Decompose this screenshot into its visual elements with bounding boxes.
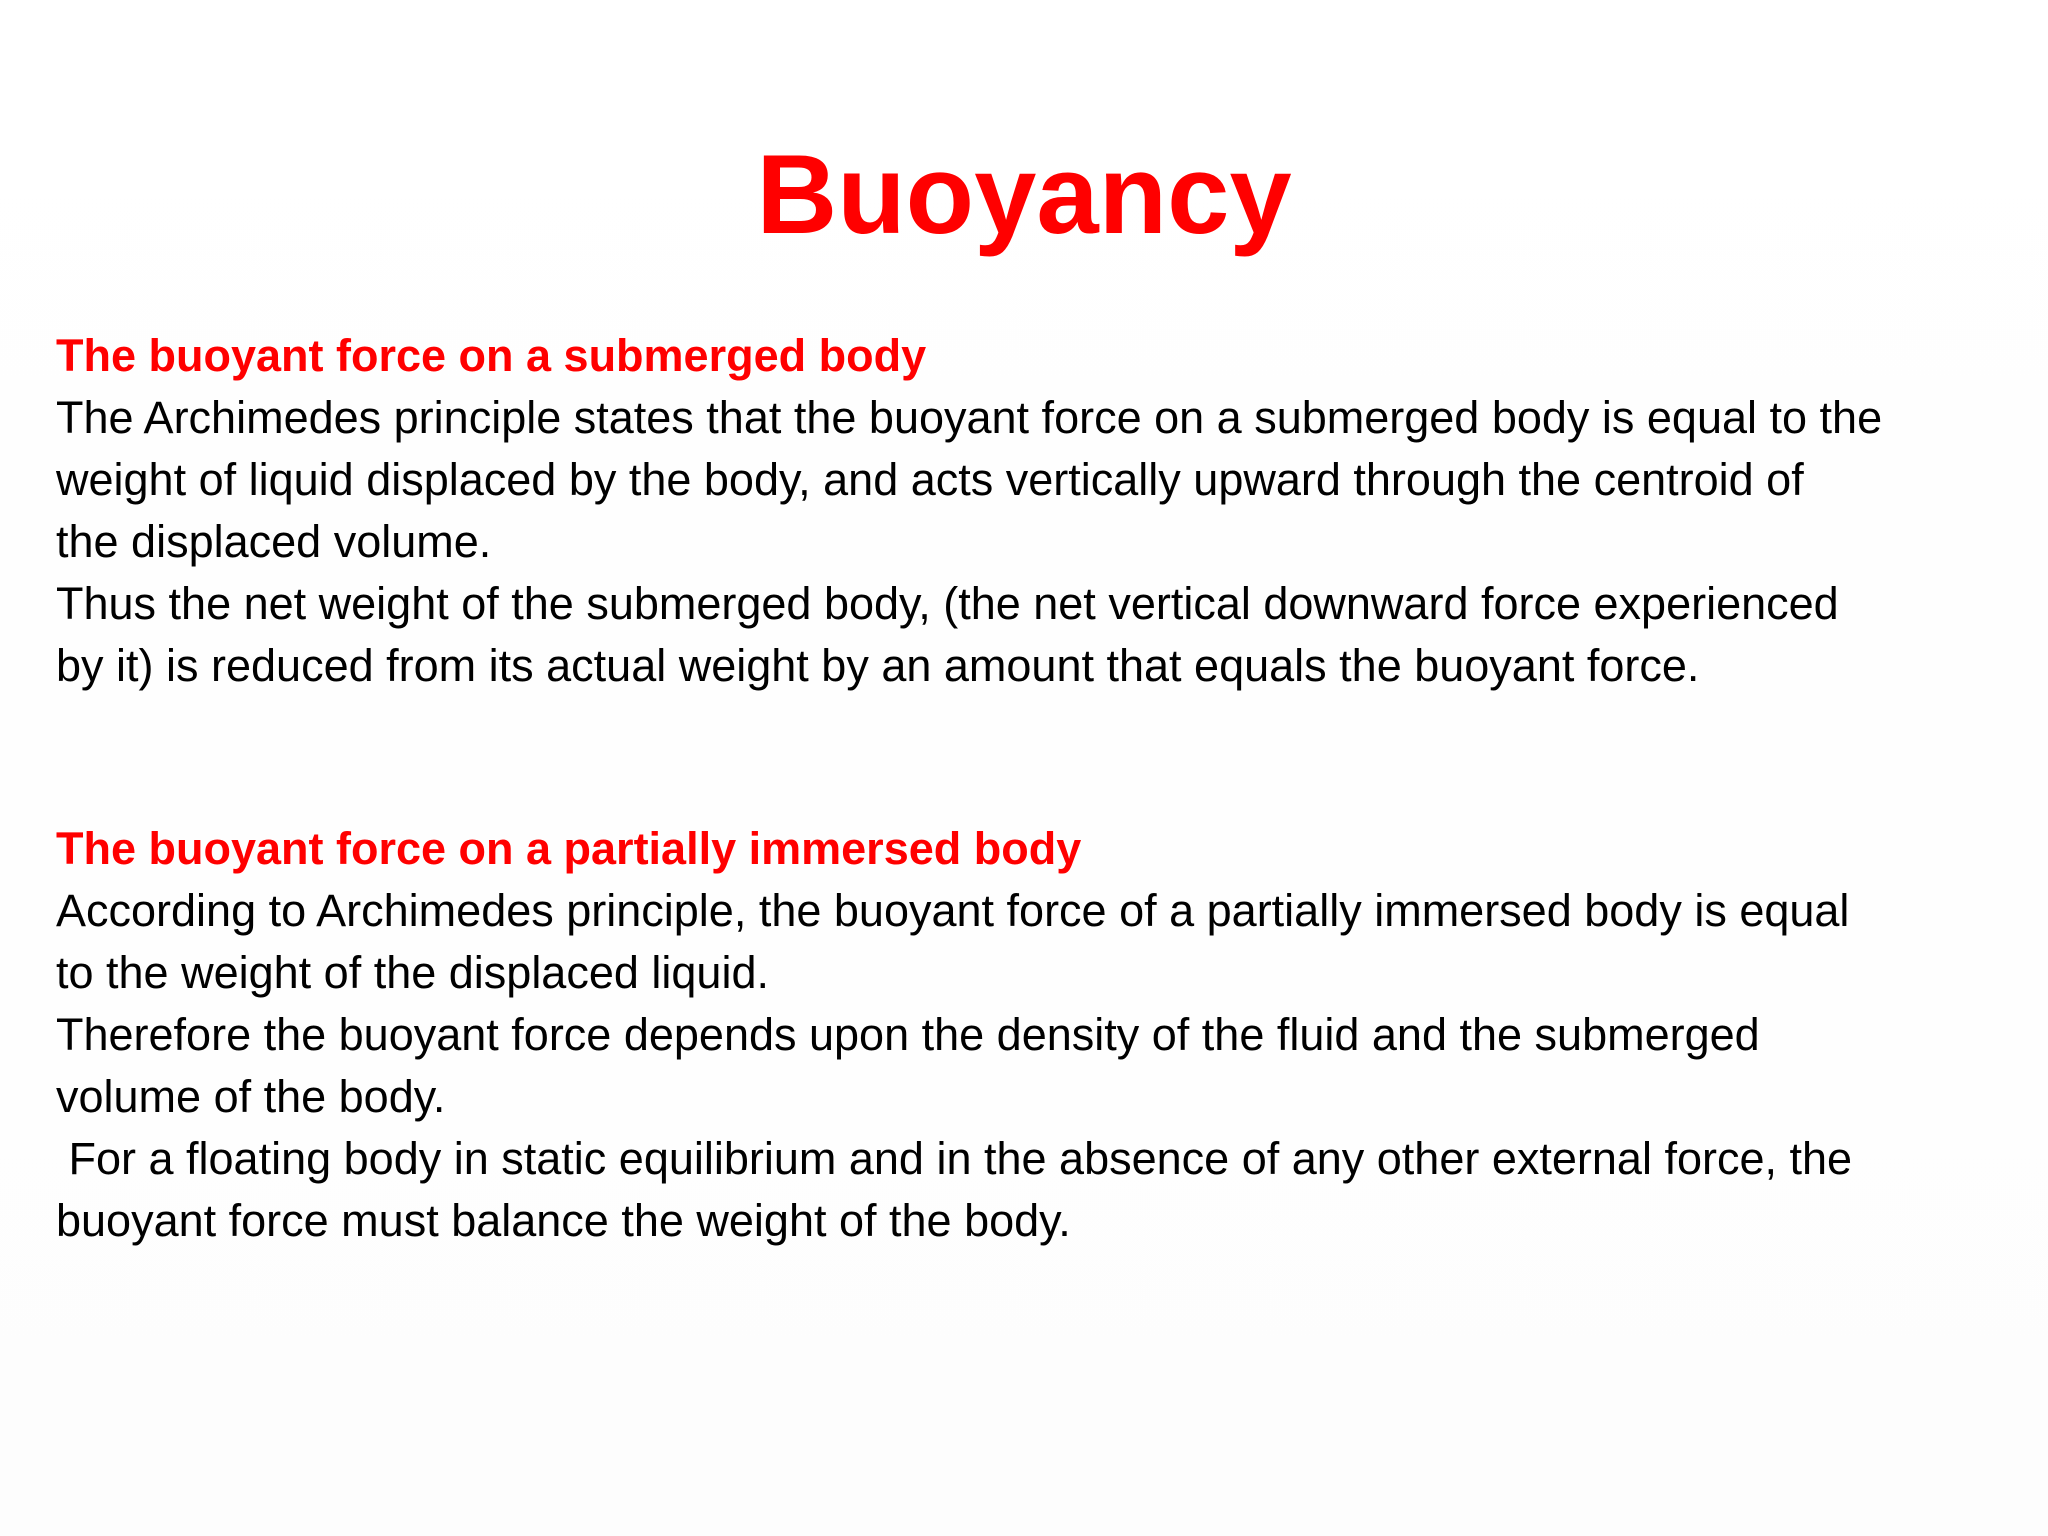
body-text-line: According to Archimedes principle, the buoyant force of a partially immersed body is equal xyxy=(56,885,1850,936)
body-text-line: For a floating body in static equilibrium and in the absence of any other external force, the xyxy=(56,1133,1853,1184)
body-text-line: volume of the body. xyxy=(56,1071,446,1122)
slide-title: Buoyancy xyxy=(756,132,1292,257)
body-text-line: The Archimedes principle states that the buoyant force on a submerged body is equal to the xyxy=(56,392,1883,443)
section-heading: The buoyant force on a partially immersed body xyxy=(56,823,1082,874)
body-text-line: Therefore the buoyant force depends upon the density of the fluid and the submerged xyxy=(56,1009,1760,1060)
body-text-line: Thus the net weight of the submerged body, (the net vertical downward force experienced xyxy=(56,578,1839,629)
body-text-line: the displaced volume. xyxy=(56,516,492,567)
body-text-line: by it) is reduced from its actual weight by an amount that equals the buoyant force. xyxy=(56,640,1700,691)
section-heading: The buoyant force on a submerged body xyxy=(56,330,927,381)
body-text-line: to the weight of the displaced liquid. xyxy=(56,947,769,998)
body-text-line: weight of liquid displaced by the body, and acts vertically upward through the centroid of xyxy=(56,454,1804,505)
section-partially-immersed-body xyxy=(56,818,2006,1252)
body-text-line: buoyant force must balance the weight of the body. xyxy=(56,1195,1071,1246)
section-submerged-body xyxy=(56,325,2006,697)
